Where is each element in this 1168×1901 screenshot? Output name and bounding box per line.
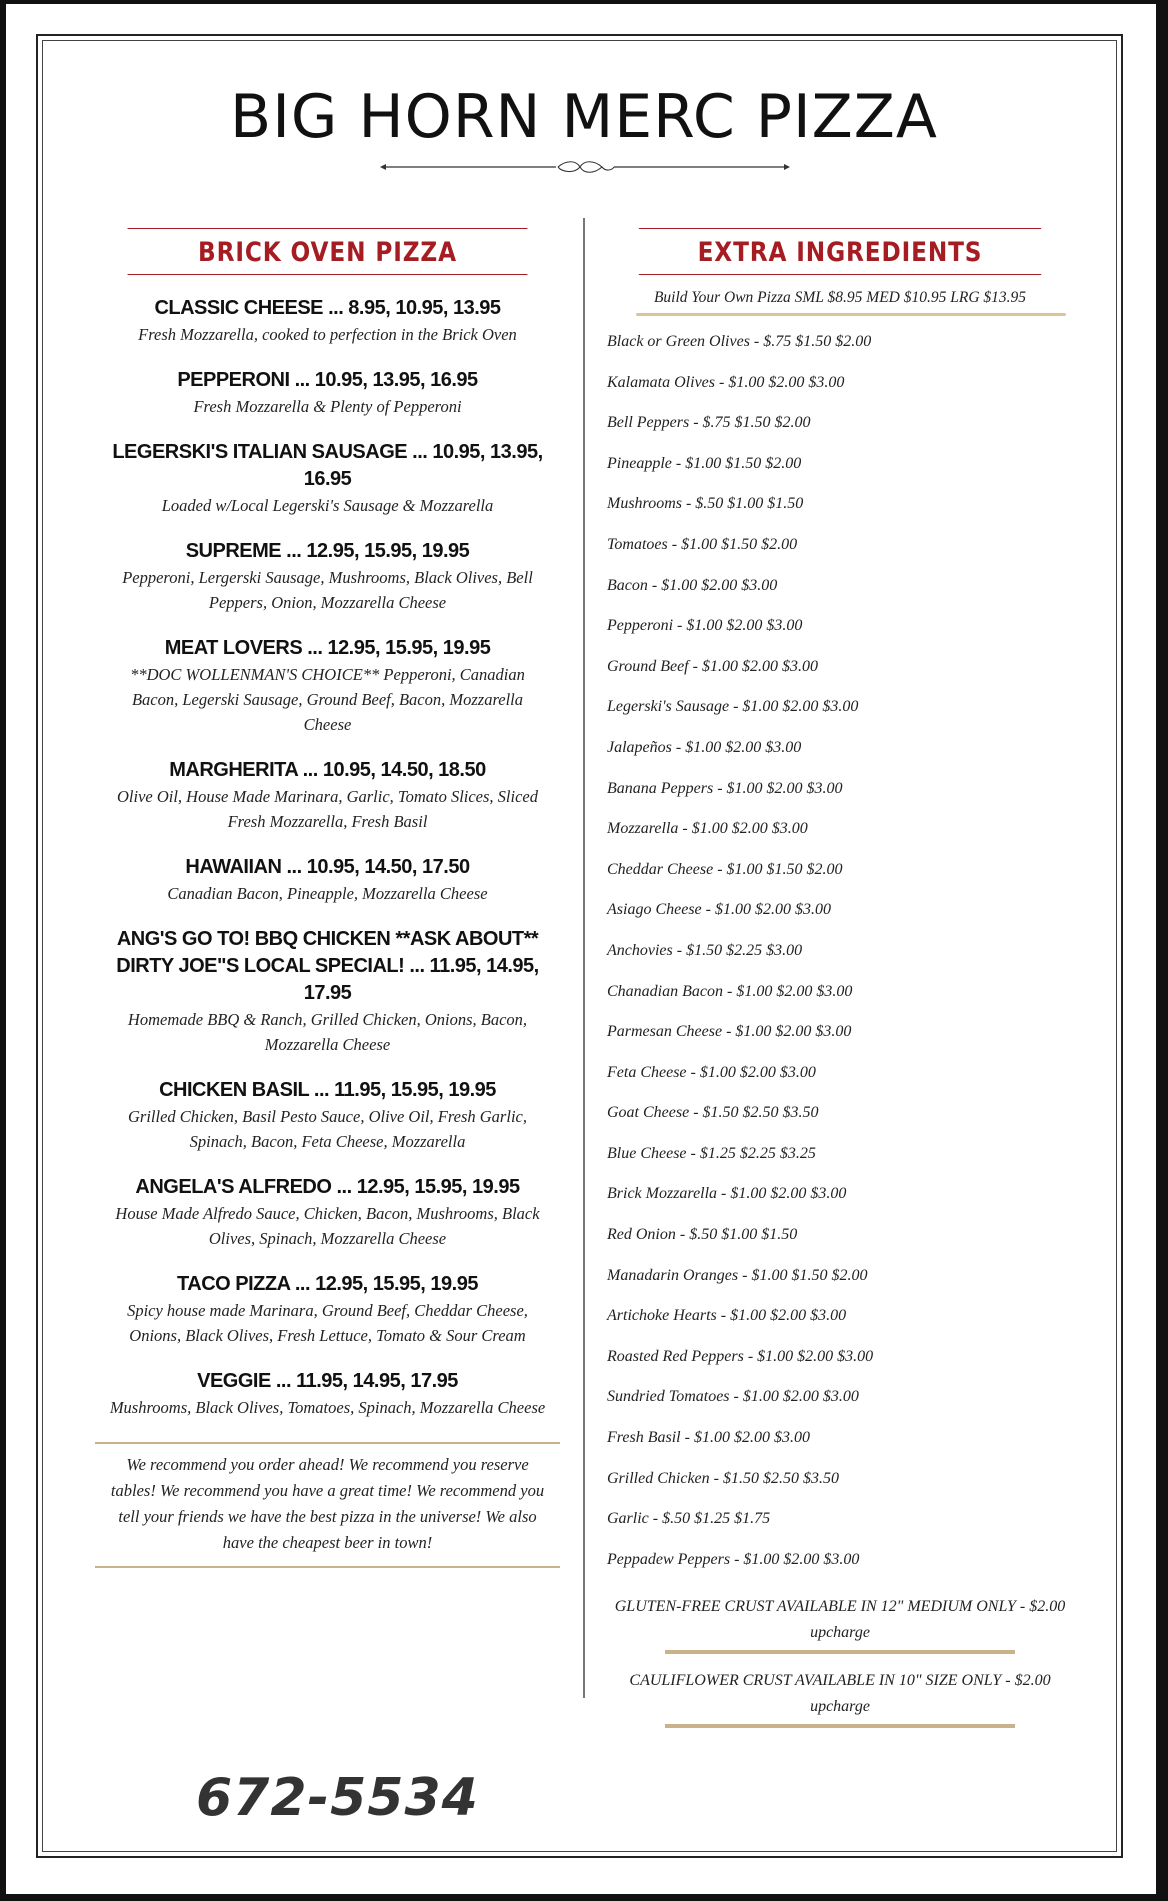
pizza-name: LEGERSKI'S ITALIAN SAUSAGE ... 10.95, 13.95, 16.95 [112,441,543,490]
extra-ingredient-item: Kalamata Olives - $1.00 $2.00 $3.00 [607,373,845,391]
pizza-description: Fresh Mozzarella, cooked to perfection in the Brick Oven [138,325,517,344]
build-your-own-price: Build Your Own Pizza SML $8.95 MED $10.95 LRG $13.95 [653,289,1027,306]
extra-ingredient-item: Bacon - $1.00 $2.00 $3.00 [607,576,778,594]
pizza-item [95,854,560,906]
pizza-item [95,439,560,518]
cauliflower-note: CAULIFLOWER CRUST AVAILABLE IN 10" SIZE ONLY - $2.00 upcharge [629,1672,1051,1716]
extra-ingredient-item: Cheddar Cheese - $1.00 $1.50 $2.00 [607,860,843,878]
pizza-description: Loaded w/Local Legerski's Sausage & Mozzarella [161,496,494,515]
pizza-name: MARGHERITA ... 10.95, 14.50, 18.50 [169,759,486,781]
pizza-description: Fresh Mozzarella & Plenty of Pepperoni [193,397,462,416]
pizza-item [95,1174,560,1251]
pizza-name: ANGELA'S ALFREDO ... 12.95, 15.95, 19.95 [135,1176,520,1198]
extra-ingredient-item: Asiago Cheese - $1.00 $2.00 $3.00 [607,901,831,919]
pizza-description: Grilled Chicken, Basil Pesto Sauce, Olive Oil, Fresh Garlic, Spinach, Bacon, Feta Cheese, Mozzarella [128,1107,527,1151]
pizza-name: PEPPERONI ... 10.95, 13.95, 16.95 [177,369,478,391]
extra-ingredient-item: Tomatoes - $1.00 $1.50 $2.00 [607,535,798,553]
ornament-divider-icon [380,160,790,174]
gold-rule [665,1650,1015,1654]
pizza-name: TACO PIZZA ... 12.95, 15.95, 19.95 [177,1273,478,1295]
recommendation-note: We recommend you order ahead! We recommend you reserve tables! We recommend you have a great time! We recommend you tell your friends we have the best pizza in the universe! We also have the cheapest beer in town! [95,1442,560,1568]
extra-ingredients-heading: EXTRA INGREDIENTS [639,228,1041,275]
pizza-description: Mushrooms, Black Olives, Tomatoes, Spinach, Mozzarella Cheese [109,1398,546,1417]
extra-ingredient-item: Ground Beef - $1.00 $2.00 $3.00 [607,657,818,675]
pizza-description: Pepperoni, Lergerski Sausage, Mushrooms, Black Olives, Bell Peppers, Onion, Mozzarella Cheese [122,568,533,612]
extra-ingredient-item: Blue Cheese - $1.25 $2.25 $3.25 [607,1144,816,1162]
pizza-name: VEGGIE ... 11.95, 14.95, 17.95 [197,1370,458,1392]
gold-underline [636,313,1066,316]
extra-ingredients-section [606,228,1074,1728]
pizza-item [95,926,560,1057]
extra-ingredient-item: Brick Mozzarella - $1.00 $2.00 $3.00 [607,1185,847,1203]
extra-ingredient-item: Legerski's Sausage - $1.00 $2.00 $3.00 [607,698,859,716]
extra-ingredient-item: Garlic - $.50 $1.25 $1.75 [607,1510,771,1528]
pizza-description: Spicy house made Marinara, Ground Beef, Cheddar Cheese, Onions, Black Olives, Fresh Lettuce, Tomato & Sour Cream [127,1301,528,1345]
extra-ingredient-item: Anchovies - $1.50 $2.25 $3.00 [607,941,803,959]
extra-ingredient-item: Grilled Chicken - $1.50 $2.50 $3.50 [607,1469,839,1487]
extra-ingredient-item: Roasted Red Peppers - $1.00 $2.00 $3.00 [607,1347,874,1365]
menu-title: BIG HORN MERC PIZZA [230,82,938,152]
pizza-name: CLASSIC CHEESE ... 8.95, 10.95, 13.95 [154,297,501,319]
pizza-item [95,1077,560,1154]
pizza-item [95,1368,560,1420]
extra-ingredient-item: Bell Peppers - $.75 $1.50 $2.00 [607,414,811,432]
pizza-item [95,635,560,737]
pizza-item [95,295,560,347]
extra-ingredient-item: Manadarin Oranges - $1.00 $1.50 $2.00 [607,1266,868,1284]
pizza-name: ANG'S GO TO! BBQ CHICKEN **ASK ABOUT** DIRTY JOE"S LOCAL SPECIAL! ... 11.95, 14.95, 17.95 [116,928,539,1004]
extra-ingredient-item: Artichoke Hearts - $1.00 $2.00 $3.00 [607,1307,847,1325]
extra-ingredient-item: Peppadew Peppers - $1.00 $2.00 $3.00 [607,1550,860,1568]
pizza-description: Homemade BBQ & Ranch, Grilled Chicken, Onions, Bacon, Mozzarella Cheese [127,1010,528,1054]
pizza-description: Canadian Bacon, Pineapple, Mozzarella Cheese [167,884,488,903]
extra-ingredient-item: Mozzarella - $1.00 $2.00 $3.00 [607,820,808,838]
extra-ingredient-item: Black or Green Olives - $.75 $1.50 $2.00 [607,333,872,350]
extra-ingredient-item: Mushrooms - $.50 $1.00 $1.50 [607,495,804,513]
gold-rule [665,1724,1015,1728]
extra-ingredient-item: Pepperoni - $1.00 $2.00 $3.00 [607,617,803,635]
extras-list [606,322,1074,1580]
extra-ingredient-item: Pineapple - $1.00 $1.50 $2.00 [607,454,802,472]
pizza-item [95,367,560,419]
gluten-free-note: GLUTEN-FREE CRUST AVAILABLE IN 12" MEDIUM ONLY - $2.00 upcharge [614,1598,1066,1642]
pizza-name: MEAT LOVERS ... 12.95, 15.95, 19.95 [164,637,491,659]
pizza-name: HAWAIIAN ... 10.95, 14.50, 17.50 [185,856,470,878]
extra-ingredient-item: Fresh Basil - $1.00 $2.00 $3.00 [607,1429,810,1447]
brick-oven-heading: BRICK OVEN PIZZA [128,228,528,275]
pizza-item [95,757,560,834]
extra-ingredient-item: Feta Cheese - $1.00 $2.00 $3.00 [607,1063,816,1081]
extra-ingredient-item: Jalapeños - $1.00 $2.00 $3.00 [607,738,802,756]
extra-ingredient-item: Banana Peppers - $1.00 $2.00 $3.00 [607,779,843,797]
column-divider [583,218,585,1698]
pizza-name: CHICKEN BASIL ... 11.95, 15.95, 19.95 [159,1079,496,1101]
pizza-description: Olive Oil, House Made Marinara, Garlic, Tomato Slices, Sliced Fresh Mozzarella, Fresh Basil [116,787,538,831]
extra-ingredient-item: Parmesan Cheese - $1.00 $2.00 $3.00 [607,1023,852,1041]
brick-oven-section [95,228,560,1568]
phone-number: 672-5534 [196,1768,479,1828]
extra-ingredient-item: Chanadian Bacon - $1.00 $2.00 $3.00 [607,982,853,1000]
extra-ingredient-item: Sundried Tomatoes - $1.00 $2.00 $3.00 [607,1388,859,1406]
pizza-name: SUPREME ... 12.95, 15.95, 19.95 [185,540,470,562]
extra-ingredient-item: Goat Cheese - $1.50 $2.50 $3.50 [607,1104,819,1122]
pizza-item [95,538,560,615]
extra-ingredient-item: Red Onion - $.50 $1.00 $1.50 [607,1226,798,1244]
pizza-description: **DOC WOLLENMAN'S CHOICE** Pepperoni, Canadian Bacon, Legerski Sausage, Ground Beef, Bacon, Mozzarella Cheese [130,665,525,734]
pizza-item [95,1271,560,1348]
pizza-list [95,295,560,1420]
pizza-description: House Made Alfredo Sauce, Chicken, Bacon, Mushrooms, Black Olives, Spinach, Mozzarella Cheese [115,1204,540,1248]
